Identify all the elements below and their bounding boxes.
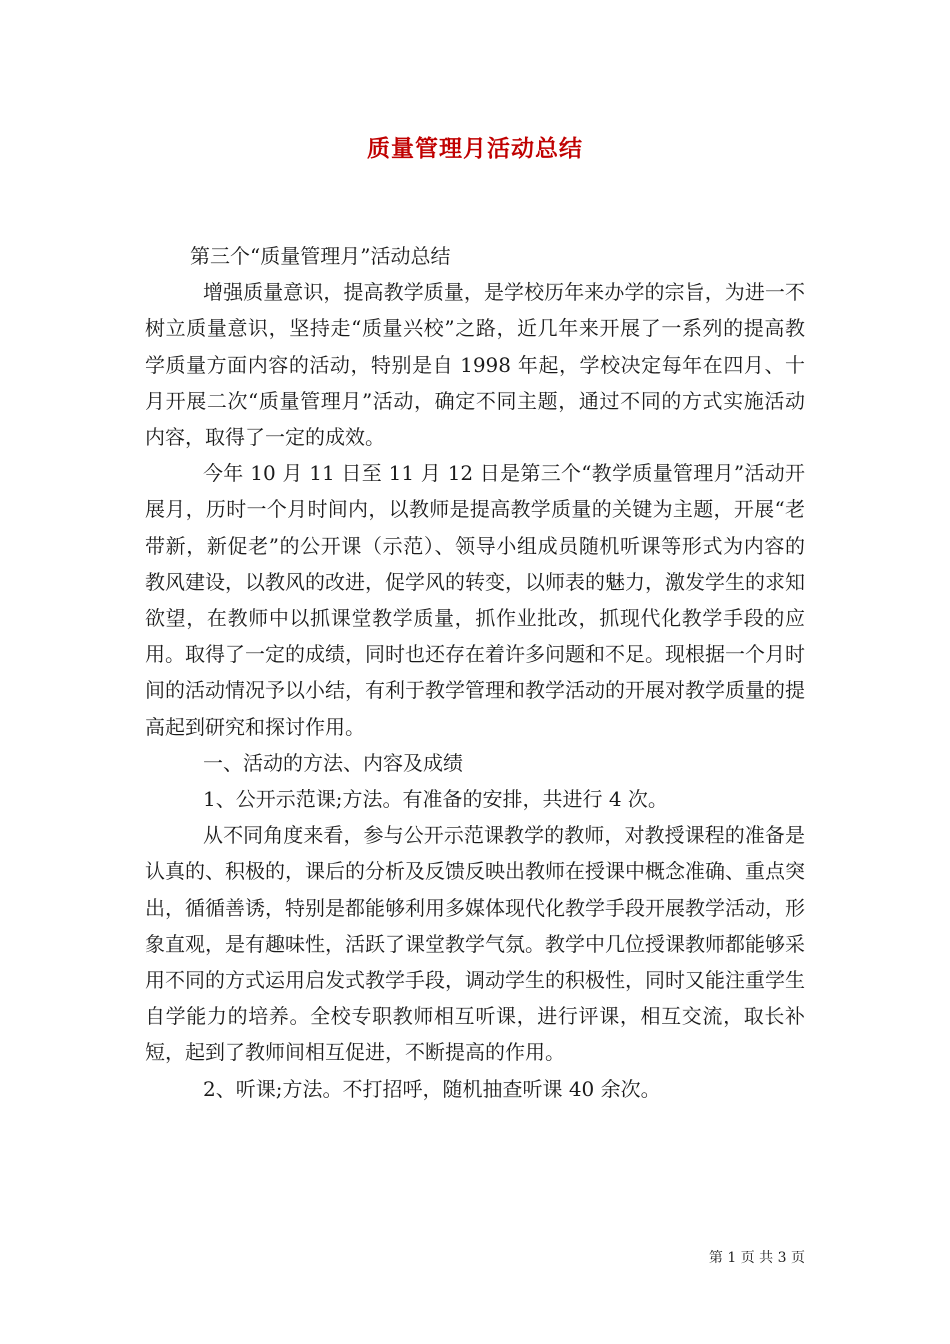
document-subtitle: 第三个“质量管理月”活动总结 (190, 244, 451, 268)
item-lesson-observation: 2、听课;方法。不打招呼，随机抽查听课 40 余次。 (203, 1076, 661, 1101)
paragraph-demo-class-results: 从不同角度来看，参与公开示范课教学的教师，对教授课程的准备是认真的、积极的，课后的分析及反馈反映出教师在授课中概念准确、重点突出，循循善诱，特别是都能够利用多媒体现代化教学手段开展教学活动，形象直观，是有趣味性，活跃了课堂教学气氛。教学中几位授课教师都能够采用不同的方式运用启发式教学手段，调动学生的积极性，同时又能注重学生自学能力的培养。全校专职教师相互听课，进行评课，相互交流，取长补短，起到了教师间相互促进，不断提高的作用。 (145, 823, 805, 1065)
paragraph-overview: 今年 10 月 11 日至 11 月 12 日是第三个“教学质量管理月”活动开展月，历时一个月时间内，以教师是提高教学质量的关键为主题，开展“老带新，新促老”的公开课（示范）、领导小组成员随机听课等形式为内容的教风建设，以教风的改进，促学风的转变，以师表的魅力，激发学生的求知欲望，在教师中以抓课堂教学质量，抓作业批改，抓现代化教学手段的应用。取得了一定的成绩，同时也还存在着许多问题和不足。现根据一个月时间的活动情况予以小结，有利于教学管理和教学活动的开展对教学质量的提高起到研究和探讨作用。 (145, 461, 805, 739)
paragraph-intro: 增强质量意识，提高教学质量，是学校历年来办学的宗旨，为进一不树立质量意识，坚持走“质量兴校”之路，近几年来开展了一系列的提高教学质量方面内容的活动，特别是自 1998 年起，学校决定每年在四月、十月开展二次“质量管理月”活动，确定不同主题，通过不同的方式实施活动内容，取得了一定的成效。 (145, 280, 805, 450)
item-open-demo-class: 1、公开示范课;方法。有准备的安排，共进行 4 次。 (203, 787, 668, 812)
page-number-footer: 第 1 页 共 3 页 (708, 1250, 805, 1266)
section-heading-methods: 一、活动的方法、内容及成绩 (203, 750, 463, 775)
document-body (145, 238, 805, 1107)
document-title: 质量管理月活动总结 (367, 135, 583, 162)
